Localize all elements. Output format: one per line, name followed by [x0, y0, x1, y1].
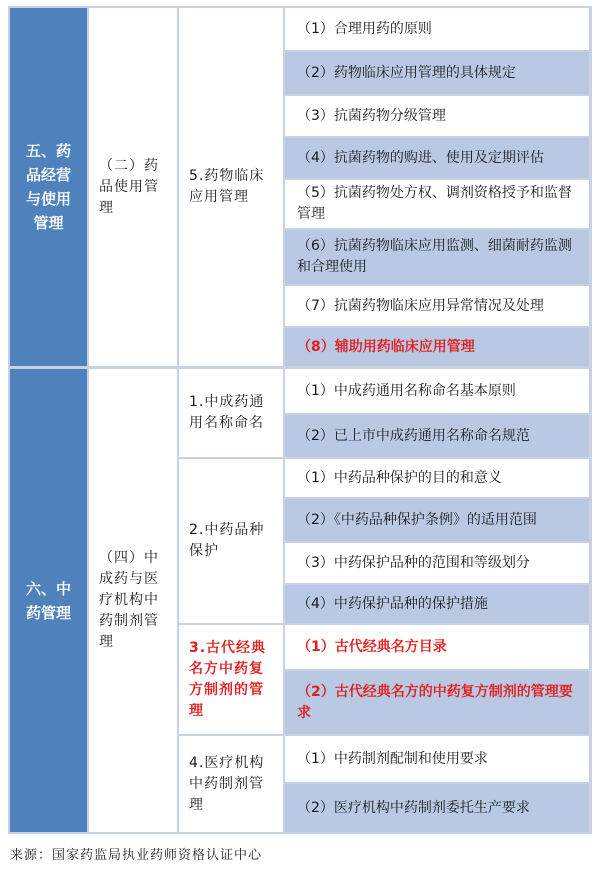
item-row: （6）抗菌药物临床应用监测、细菌耐药监测和合理使用 — [285, 230, 589, 284]
item-row: （1）中药制剂配制和使用要求 — [285, 736, 589, 782]
item-row: （4）中药保护品种的保护措施 — [285, 585, 589, 623]
source-note: 来源：国家药监局执业药师资格认证中心 — [10, 848, 263, 863]
item-row-highlighted: （2）古代经典名方的中药复方制剂的管理要求 — [285, 671, 589, 734]
section-title: 五、药品经营与使用管理 — [10, 8, 87, 366]
item-row: （3）中药保护品种的范围和等级划分 — [285, 543, 589, 583]
item-row: （3）抗菌药物分级管理 — [285, 96, 589, 136]
unit-cell: 5.药物临床应用管理 — [179, 8, 283, 366]
item-row: （2）《中药品种保护条例》的适用范围 — [285, 499, 589, 541]
chapter-cell: （四）中成药与医疗机构中药制剂管理 — [89, 369, 177, 832]
item-row: （1）合理用药的原则 — [285, 8, 589, 50]
item-row: （5）抗菌药物处方权、调剂资格授予和监督管理 — [285, 180, 589, 228]
item-row: （2）已上市中成药通用名称命名规范 — [285, 415, 589, 457]
item-row: （4）抗菌药物的购进、使用及定期评估 — [285, 138, 589, 178]
chapter-cell: （二）药品使用管理 — [89, 8, 177, 366]
item-row-highlighted: （8）辅助用药临床应用管理 — [285, 328, 589, 366]
unit-cell: 4.医疗机构中药制剂管理 — [179, 736, 283, 832]
unit-cell-highlighted: 3.古代经典名方中药复方制剂的管理 — [179, 625, 283, 734]
unit-cell: 1.中成药通用名称命名 — [179, 369, 283, 457]
unit-cell: 2.中药品种保护 — [179, 459, 283, 623]
item-row: （1）中成药通用名称命名基本原则 — [285, 369, 589, 413]
item-row: （7）抗菌药物临床应用异常情况及处理 — [285, 286, 589, 326]
item-row: （2）医疗机构中药制剂委托生产要求 — [285, 784, 589, 832]
item-row: （2）药物临床应用管理的具体规定 — [285, 52, 589, 94]
section-title: 六、中药管理 — [10, 369, 87, 832]
item-row-highlighted: （1）古代经典名方目录 — [285, 625, 589, 669]
item-row: （1）中药品种保护的目的和意义 — [285, 459, 589, 497]
